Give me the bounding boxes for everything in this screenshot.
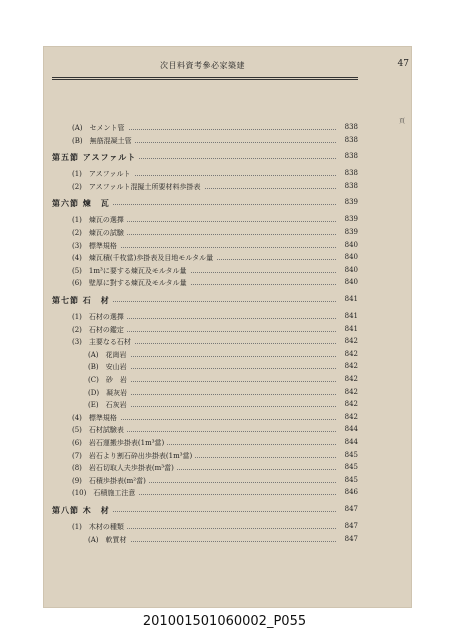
toc-entry-page: 846 xyxy=(342,488,358,496)
toc-entry-label: (8) 岩石切取人夫歩掛表(m³當) xyxy=(72,463,177,473)
toc-entry-page: 842 xyxy=(342,388,358,396)
toc-entry-page: 841 xyxy=(342,295,358,303)
toc-entry-page: 841 xyxy=(342,325,358,333)
toc-entry-label: (C) 砂 岩 xyxy=(88,375,130,385)
header-rule xyxy=(52,77,358,78)
toc-entry-label: (5) 石材試驗表 xyxy=(72,425,127,435)
toc-entry-label: (A) セメント管 xyxy=(72,123,128,133)
toc-entry-label: (1) 石材の選擇 xyxy=(72,312,127,322)
toc-entry-label: 第六節 煉 瓦 xyxy=(52,198,113,209)
image-caption: 201001501060002_P055 xyxy=(142,614,307,629)
toc-entry-page: 840 xyxy=(342,278,358,286)
toc-entry-page: 847 xyxy=(342,505,358,513)
toc-entry-label: (D) 凝灰岩 xyxy=(88,388,130,398)
toc-entry-label: (2) 煉瓦の試驗 xyxy=(72,228,127,238)
running-header-title: 次目料資考參必家築建 xyxy=(160,61,245,70)
toc-entry-page: 847 xyxy=(342,535,358,543)
toc-entry-page: 838 xyxy=(342,152,358,160)
toc-entry-label: 第五節 アスファルト xyxy=(52,152,139,163)
toc-entry-page: 839 xyxy=(342,198,358,206)
toc-entry-page: 844 xyxy=(342,425,358,433)
toc-entry-label: (A) 軟質材 xyxy=(88,535,130,545)
toc-entry-row xyxy=(52,534,358,548)
toc-entry-label: (B) 無筋混凝土管 xyxy=(72,136,135,146)
toc-entry-label: (2) 石材の鑑定 xyxy=(72,325,127,335)
toc-entry-page: 841 xyxy=(342,312,358,320)
toc-entry-label: (6) 岩石運搬歩掛表(1m³當) xyxy=(72,438,167,448)
toc-entry-page: 840 xyxy=(342,241,358,249)
toc-section-row xyxy=(52,197,358,211)
toc-entry-page: 842 xyxy=(342,350,358,358)
toc-entry-label: 第七節 石 材 xyxy=(52,295,113,306)
toc-section-row xyxy=(52,504,358,518)
toc-entry-label: (A) 花崗岩 xyxy=(88,350,130,360)
toc-entry-row xyxy=(52,277,358,291)
toc-entry-page: 842 xyxy=(342,413,358,421)
toc-entry-page: 844 xyxy=(342,438,358,446)
toc-entry-label: (2) アスファルト混擬土所要材料歩掛表 xyxy=(72,182,204,192)
toc-entry-page: 840 xyxy=(342,266,358,274)
toc-entry-label: (1) アスファルト xyxy=(72,169,134,179)
toc-entry-row xyxy=(52,181,358,195)
header-rule-thin xyxy=(52,79,358,80)
toc-entry-label: (10) 石積施工注意 xyxy=(72,488,138,498)
toc-entry-page: 838 xyxy=(342,182,358,190)
toc-entry-page: 845 xyxy=(342,463,358,471)
toc-entry-page: 838 xyxy=(342,123,358,131)
toc-entry-label: (3) 主要なる石材 xyxy=(72,337,134,347)
toc-entry-page: 845 xyxy=(342,451,358,459)
toc-entry-label: (4) 煉瓦積(千枚當)歩掛表及目地モルタル量 xyxy=(72,253,216,263)
toc-entry-label: (B) 安山岩 xyxy=(88,362,130,372)
toc-entry-page: 838 xyxy=(342,136,358,144)
toc-entry-page: 839 xyxy=(342,228,358,236)
page-number: 47 xyxy=(397,59,409,69)
toc-entry-row xyxy=(52,487,358,501)
toc-entry-label: (6) 壁厚に對する煉瓦及モルタル量 xyxy=(72,278,190,288)
toc-entry-page: 842 xyxy=(342,337,358,345)
toc-entry-label: 第八節 木 材 xyxy=(52,505,113,516)
toc-entry-label: (E) 石灰岩 xyxy=(88,400,130,410)
toc-entry-label: (1) 煉瓦の選擇 xyxy=(72,215,127,225)
toc-entry-label: (9) 石積歩掛表(m²當) xyxy=(72,476,149,486)
toc-entry-page: 842 xyxy=(342,400,358,408)
toc-entry-page: 840 xyxy=(342,253,358,261)
toc-entry-label: (3) 標準規格 xyxy=(72,241,120,251)
toc-entry-page: 839 xyxy=(342,215,358,223)
page-column-label: 頁 xyxy=(398,118,405,125)
toc-section-row xyxy=(52,294,358,308)
toc-section-row xyxy=(52,151,358,165)
toc-entry-page: 838 xyxy=(342,169,358,177)
toc-entry-label: (1) 木材の種類 xyxy=(72,522,127,532)
toc-entry-label: (7) 岩石より割石砕出歩掛表(1m³當) xyxy=(72,451,195,461)
toc-entry-page: 845 xyxy=(342,476,358,484)
toc-entry-label: (4) 標準規格 xyxy=(72,413,120,423)
toc-entry-page: 842 xyxy=(342,375,358,383)
toc-entry-page: 842 xyxy=(342,362,358,370)
running-header xyxy=(52,60,409,74)
toc-entry-page: 847 xyxy=(342,522,358,530)
toc-entry-label: (5) 1m³に要する煉瓦及モルタル量 xyxy=(72,266,190,276)
toc-entry-row xyxy=(52,135,358,149)
